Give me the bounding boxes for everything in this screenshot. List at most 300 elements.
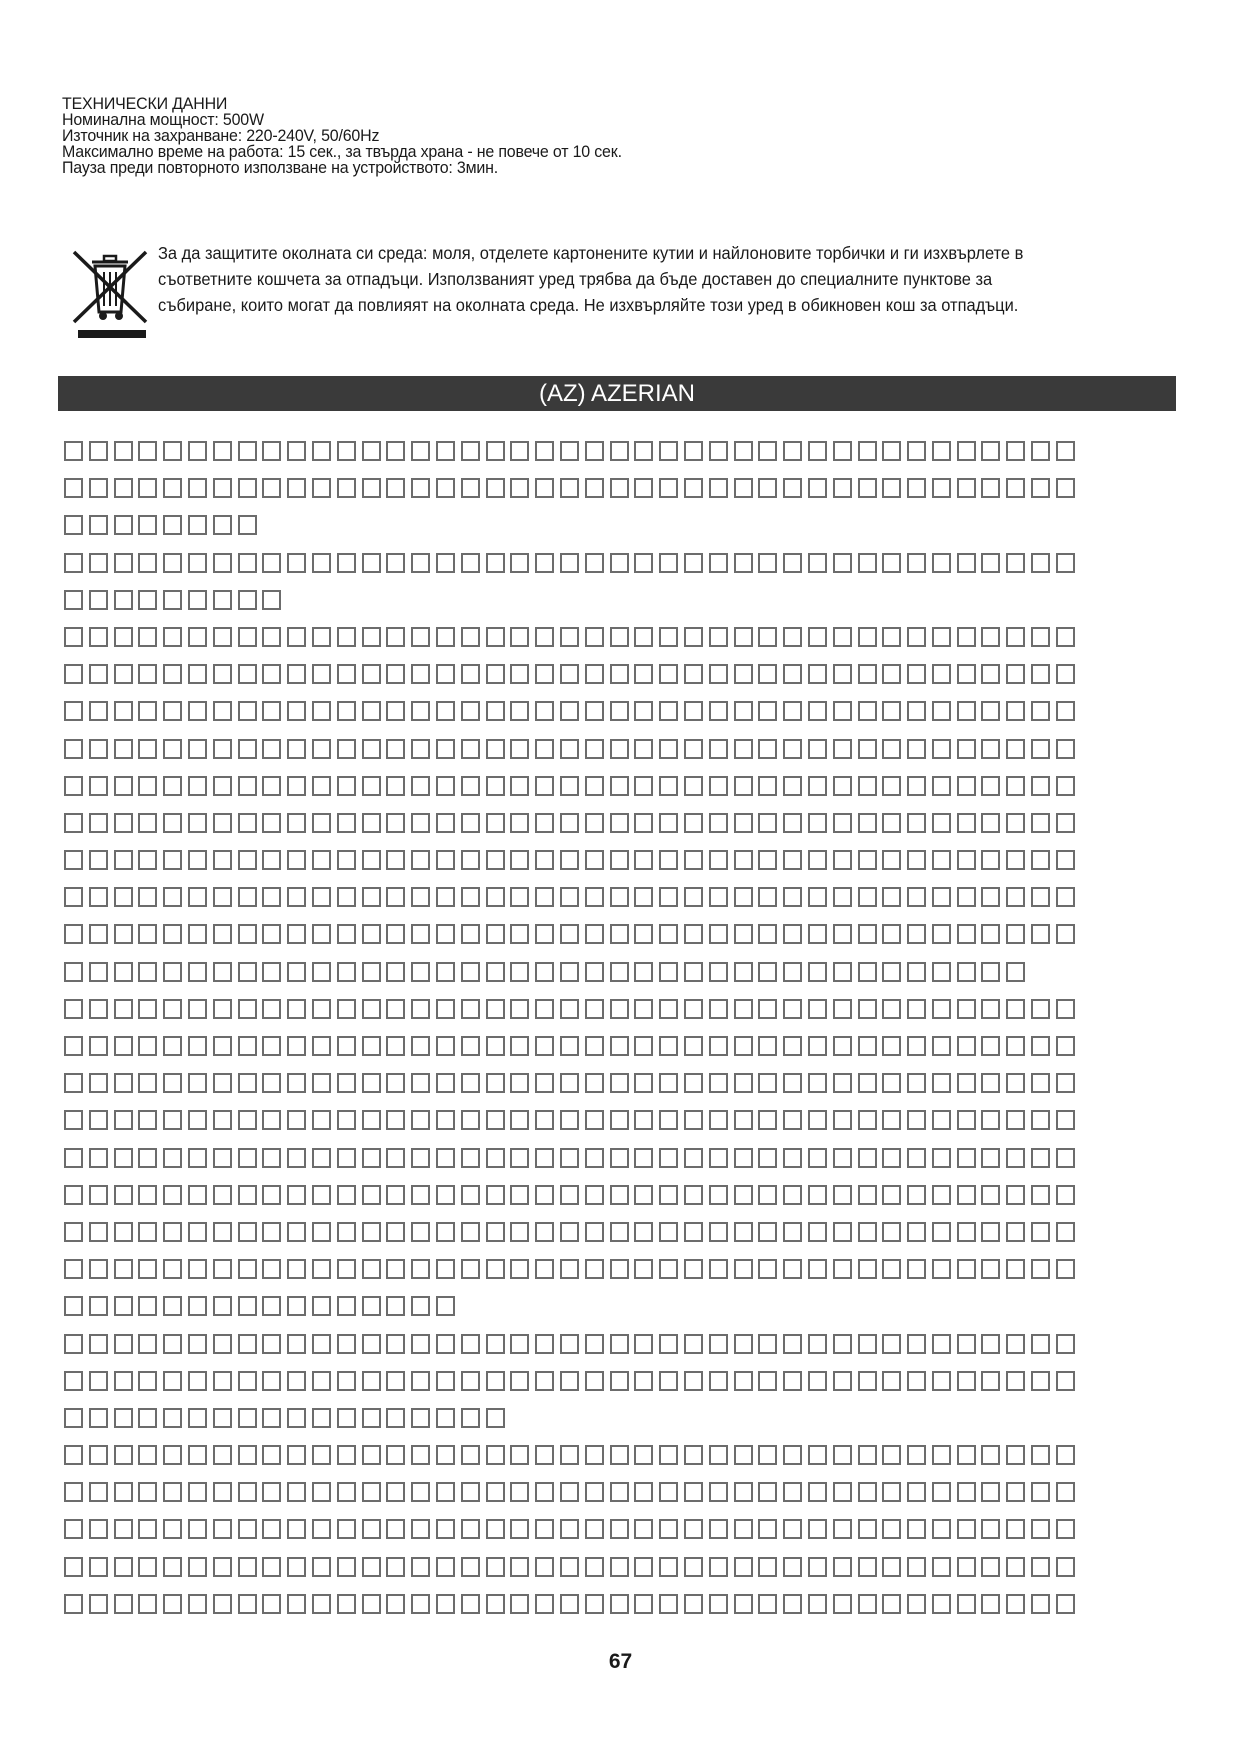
missing-glyph-box [89, 1371, 108, 1391]
missing-glyph-box [411, 1036, 430, 1056]
missing-glyph-box [907, 1519, 926, 1539]
missing-glyph-box [882, 850, 901, 870]
missing-glyph-box [808, 1557, 827, 1577]
missing-glyph-box [560, 478, 579, 498]
missing-glyph-box [1056, 1036, 1075, 1056]
missing-glyph-box [89, 887, 108, 907]
missing-glyph-box [610, 1259, 629, 1279]
missing-glyph-box [89, 1594, 108, 1614]
missing-glyph-box [734, 1073, 753, 1093]
environment-notice [66, 240, 1176, 340]
missing-glyph-box [238, 478, 257, 498]
missing-glyph-box [287, 962, 306, 982]
missing-glyph-box [585, 962, 604, 982]
missing-glyph-box [734, 1371, 753, 1391]
missing-glyph-box [932, 441, 951, 461]
missing-glyph-box [312, 1259, 331, 1279]
missing-glyph-box [362, 664, 381, 684]
missing-glyph-box [808, 1519, 827, 1539]
missing-glyph-box [1006, 1557, 1025, 1577]
missing-glyph-box [262, 1519, 281, 1539]
missing-glyph-box [734, 1445, 753, 1465]
missing-glyph-box [1031, 1594, 1050, 1614]
missing-glyph-box [1031, 1110, 1050, 1130]
missing-glyph-box [833, 441, 852, 461]
missing-glyph-box [238, 1557, 257, 1577]
missing-glyph-box [213, 441, 232, 461]
missing-glyph-box [808, 1259, 827, 1279]
missing-glyph-box [461, 739, 480, 759]
environment-line: съответните кошчета за отпадъци. Използваният уред трябва да бъде доставен до специалните пунктове за [158, 269, 993, 289]
missing-glyph-box [882, 1445, 901, 1465]
missing-glyph-box [312, 1110, 331, 1130]
missing-glyph-box [634, 1148, 653, 1168]
unrendered-text-line [64, 1590, 1194, 1627]
missing-glyph-box [833, 627, 852, 647]
missing-glyph-box [858, 627, 877, 647]
missing-glyph-box [585, 1259, 604, 1279]
missing-glyph-box [858, 1594, 877, 1614]
missing-glyph-box [64, 1073, 83, 1093]
missing-glyph-box [833, 850, 852, 870]
missing-glyph-box [560, 627, 579, 647]
missing-glyph-box [362, 627, 381, 647]
missing-glyph-box [1006, 924, 1025, 944]
missing-glyph-box [709, 999, 728, 1019]
power-supply-line: Източник на захранване: 220-240V, 50/60Hz [62, 126, 380, 145]
missing-glyph-box [138, 553, 157, 573]
missing-glyph-box [262, 1036, 281, 1056]
missing-glyph-box [1031, 739, 1050, 759]
missing-glyph-box [932, 664, 951, 684]
missing-glyph-box [882, 664, 901, 684]
missing-glyph-box [684, 1222, 703, 1242]
missing-glyph-box [907, 887, 926, 907]
missing-glyph-box [163, 664, 182, 684]
missing-glyph-box [386, 1296, 405, 1316]
missing-glyph-box [436, 1334, 455, 1354]
missing-glyph-box [932, 627, 951, 647]
missing-glyph-box [238, 1110, 257, 1130]
missing-glyph-box [1056, 1148, 1075, 1168]
missing-glyph-box [758, 1110, 777, 1130]
missing-glyph-box [262, 1334, 281, 1354]
missing-glyph-box [89, 776, 108, 796]
unrendered-text-line [64, 437, 1194, 474]
missing-glyph-box [411, 664, 430, 684]
missing-glyph-box [386, 887, 405, 907]
missing-glyph-box [114, 1557, 133, 1577]
missing-glyph-box [709, 1036, 728, 1056]
missing-glyph-box [386, 701, 405, 721]
missing-glyph-box [163, 1408, 182, 1428]
missing-glyph-box [981, 1185, 1000, 1205]
missing-glyph-box [610, 850, 629, 870]
missing-glyph-box [436, 701, 455, 721]
missing-glyph-box [758, 553, 777, 573]
missing-glyph-box [64, 1445, 83, 1465]
missing-glyph-box [808, 1185, 827, 1205]
missing-glyph-box [858, 999, 877, 1019]
missing-glyph-box [411, 441, 430, 461]
missing-glyph-box [808, 1110, 827, 1130]
missing-glyph-box [213, 627, 232, 647]
missing-glyph-box [981, 813, 1000, 833]
missing-glyph-box [138, 1408, 157, 1428]
missing-glyph-box [634, 1445, 653, 1465]
missing-glyph-box [957, 962, 976, 982]
missing-glyph-box [783, 701, 802, 721]
missing-glyph-box [138, 1222, 157, 1242]
missing-glyph-box [758, 1519, 777, 1539]
missing-glyph-box [188, 1185, 207, 1205]
missing-glyph-box [734, 1148, 753, 1168]
missing-glyph-box [337, 627, 356, 647]
missing-glyph-box [312, 1073, 331, 1093]
missing-glyph-box [833, 1334, 852, 1354]
missing-glyph-box [262, 739, 281, 759]
missing-glyph-box [486, 1371, 505, 1391]
missing-glyph-box [312, 1445, 331, 1465]
missing-glyph-box [213, 1519, 232, 1539]
missing-glyph-box [436, 924, 455, 944]
missing-glyph-box [833, 999, 852, 1019]
unrendered-text-line [64, 1069, 1194, 1106]
missing-glyph-box [808, 739, 827, 759]
missing-glyph-box [386, 627, 405, 647]
missing-glyph-box [461, 627, 480, 647]
missing-glyph-box [659, 1222, 678, 1242]
missing-glyph-box [287, 924, 306, 944]
missing-glyph-box [833, 701, 852, 721]
missing-glyph-box [114, 1594, 133, 1614]
missing-glyph-box [882, 701, 901, 721]
unrendered-text-line [64, 846, 1194, 883]
missing-glyph-box [138, 1334, 157, 1354]
missing-glyph-box [758, 887, 777, 907]
missing-glyph-box [709, 664, 728, 684]
missing-glyph-box [436, 1594, 455, 1614]
missing-glyph-box [783, 924, 802, 944]
missing-glyph-box [734, 1222, 753, 1242]
missing-glyph-box [610, 701, 629, 721]
missing-glyph-box [634, 1557, 653, 1577]
missing-glyph-box [585, 1334, 604, 1354]
missing-glyph-box [262, 1073, 281, 1093]
unrendered-text-line [64, 735, 1194, 772]
missing-glyph-box [436, 1148, 455, 1168]
missing-glyph-box [659, 999, 678, 1019]
missing-glyph-box [213, 1445, 232, 1465]
missing-glyph-box [114, 999, 133, 1019]
page-number: 67 [608, 1650, 633, 1673]
missing-glyph-box [981, 962, 1000, 982]
missing-glyph-box [510, 776, 529, 796]
missing-glyph-box [461, 664, 480, 684]
missing-glyph-box [213, 553, 232, 573]
missing-glyph-box [1006, 1259, 1025, 1279]
missing-glyph-box [312, 1482, 331, 1502]
missing-glyph-box [907, 1259, 926, 1279]
missing-glyph-box [858, 776, 877, 796]
missing-glyph-box [510, 1334, 529, 1354]
missing-glyph-box [907, 776, 926, 796]
missing-glyph-box [287, 1073, 306, 1093]
missing-glyph-box [262, 1408, 281, 1428]
max-operation-time-line: Максимално време на работа: 15 сек., за твърда храна - не повече от 10 сек. [62, 142, 622, 161]
missing-glyph-box [114, 590, 133, 610]
missing-glyph-box [337, 1185, 356, 1205]
missing-glyph-box [709, 1371, 728, 1391]
missing-glyph-box [386, 553, 405, 573]
missing-glyph-box [486, 1185, 505, 1205]
missing-glyph-box [163, 1148, 182, 1168]
missing-glyph-box [213, 1594, 232, 1614]
missing-glyph-box [932, 887, 951, 907]
missing-glyph-box [684, 850, 703, 870]
missing-glyph-box [560, 1594, 579, 1614]
missing-glyph-box [634, 1073, 653, 1093]
missing-glyph-box [560, 1519, 579, 1539]
missing-glyph-box [337, 1594, 356, 1614]
missing-glyph-box [461, 1408, 480, 1428]
missing-glyph-box [411, 1148, 430, 1168]
missing-glyph-box [957, 1445, 976, 1465]
missing-glyph-box [238, 1594, 257, 1614]
missing-glyph-box [163, 887, 182, 907]
missing-glyph-box [337, 850, 356, 870]
missing-glyph-box [932, 739, 951, 759]
missing-glyph-box [386, 924, 405, 944]
missing-glyph-box [362, 1482, 381, 1502]
missing-glyph-box [362, 776, 381, 796]
missing-glyph-box [386, 1334, 405, 1354]
missing-glyph-box [734, 1036, 753, 1056]
missing-glyph-box [858, 1519, 877, 1539]
missing-glyph-box [114, 515, 133, 535]
missing-glyph-box [64, 441, 83, 461]
missing-glyph-box [932, 1073, 951, 1093]
missing-glyph-box [188, 813, 207, 833]
missing-glyph-box [560, 1259, 579, 1279]
missing-glyph-box [981, 627, 1000, 647]
missing-glyph-box [882, 553, 901, 573]
missing-glyph-box [163, 850, 182, 870]
missing-glyph-box [188, 441, 207, 461]
missing-glyph-box [783, 887, 802, 907]
missing-glyph-box [188, 1296, 207, 1316]
missing-glyph-box [411, 999, 430, 1019]
missing-glyph-box [262, 962, 281, 982]
missing-glyph-box [213, 776, 232, 796]
missing-glyph-box [486, 850, 505, 870]
missing-glyph-box [312, 739, 331, 759]
missing-glyph-box [684, 478, 703, 498]
missing-glyph-box [362, 1557, 381, 1577]
missing-glyph-box [957, 1110, 976, 1130]
missing-glyph-box [659, 887, 678, 907]
unrendered-text-line [64, 809, 1194, 846]
missing-glyph-box [436, 478, 455, 498]
missing-glyph-box [659, 1185, 678, 1205]
missing-glyph-box [486, 1259, 505, 1279]
missing-glyph-box [386, 1073, 405, 1093]
missing-glyph-box [213, 739, 232, 759]
missing-glyph-box [461, 850, 480, 870]
missing-glyph-box [684, 1185, 703, 1205]
missing-glyph-box [337, 887, 356, 907]
missing-glyph-box [337, 1482, 356, 1502]
missing-glyph-box [659, 1259, 678, 1279]
missing-glyph-box [560, 664, 579, 684]
missing-glyph-box [1056, 627, 1075, 647]
missing-glyph-box [114, 776, 133, 796]
missing-glyph-box [114, 739, 133, 759]
missing-glyph-box [981, 701, 1000, 721]
missing-glyph-box [411, 1185, 430, 1205]
missing-glyph-box [535, 627, 554, 647]
missing-glyph-box [287, 701, 306, 721]
missing-glyph-box [758, 701, 777, 721]
missing-glyph-box [188, 1445, 207, 1465]
missing-glyph-box [734, 664, 753, 684]
missing-glyph-box [262, 1296, 281, 1316]
missing-glyph-box [486, 962, 505, 982]
missing-glyph-box [436, 1110, 455, 1130]
missing-glyph-box [138, 1594, 157, 1614]
missing-glyph-box [610, 887, 629, 907]
missing-glyph-box [138, 1557, 157, 1577]
missing-glyph-box [907, 1557, 926, 1577]
missing-glyph-box [981, 1557, 1000, 1577]
missing-glyph-box [64, 1557, 83, 1577]
missing-glyph-box [262, 701, 281, 721]
environment-text [158, 240, 1178, 318]
missing-glyph-box [1056, 1557, 1075, 1577]
missing-glyph-box [188, 1222, 207, 1242]
missing-glyph-box [362, 1519, 381, 1539]
missing-glyph-box [436, 962, 455, 982]
missing-glyph-box [337, 1445, 356, 1465]
missing-glyph-box [411, 1334, 430, 1354]
missing-glyph-box [436, 1482, 455, 1502]
missing-glyph-box [659, 1334, 678, 1354]
missing-glyph-box [709, 553, 728, 573]
missing-glyph-box [932, 999, 951, 1019]
missing-glyph-box [1031, 1036, 1050, 1056]
missing-glyph-box [510, 1222, 529, 1242]
missing-glyph-box [659, 441, 678, 461]
missing-glyph-box [610, 1222, 629, 1242]
missing-glyph-box [1031, 850, 1050, 870]
missing-glyph-box [684, 1594, 703, 1614]
missing-glyph-box [64, 962, 83, 982]
missing-glyph-box [114, 1296, 133, 1316]
missing-glyph-box [287, 776, 306, 796]
missing-glyph-box [560, 1445, 579, 1465]
unrendered-text-line [64, 1441, 1194, 1478]
missing-glyph-box [64, 1371, 83, 1391]
missing-glyph-box [64, 850, 83, 870]
missing-glyph-box [1031, 1148, 1050, 1168]
missing-glyph-box [659, 701, 678, 721]
missing-glyph-box [758, 1148, 777, 1168]
missing-glyph-box [858, 1371, 877, 1391]
missing-glyph-box [337, 1296, 356, 1316]
missing-glyph-box [858, 850, 877, 870]
missing-glyph-box [312, 924, 331, 944]
missing-glyph-box [386, 776, 405, 796]
missing-glyph-box [659, 1519, 678, 1539]
missing-glyph-box [386, 739, 405, 759]
missing-glyph-box [833, 739, 852, 759]
missing-glyph-box [163, 1445, 182, 1465]
missing-glyph-box [89, 664, 108, 684]
missing-glyph-box [510, 924, 529, 944]
missing-glyph-box [560, 1557, 579, 1577]
missing-glyph-box [436, 739, 455, 759]
missing-glyph-box [386, 1222, 405, 1242]
missing-glyph-box [362, 887, 381, 907]
missing-glyph-box [1056, 1445, 1075, 1465]
missing-glyph-box [882, 1148, 901, 1168]
missing-glyph-box [89, 1259, 108, 1279]
missing-glyph-box [932, 1110, 951, 1130]
missing-glyph-box [858, 887, 877, 907]
missing-glyph-box [64, 739, 83, 759]
missing-glyph-box [287, 999, 306, 1019]
missing-glyph-box [709, 478, 728, 498]
missing-glyph-box [262, 813, 281, 833]
missing-glyph-box [138, 999, 157, 1019]
missing-glyph-box [981, 776, 1000, 796]
missing-glyph-box [362, 478, 381, 498]
technical-data-title: ТЕХНИЧЕСКИ ДАННИ [62, 94, 228, 113]
missing-glyph-box [858, 701, 877, 721]
missing-glyph-box [560, 1482, 579, 1502]
missing-glyph-box [213, 1334, 232, 1354]
missing-glyph-box [808, 1148, 827, 1168]
missing-glyph-box [560, 1222, 579, 1242]
missing-glyph-box [882, 1594, 901, 1614]
missing-glyph-box [808, 1036, 827, 1056]
missing-glyph-box [907, 1222, 926, 1242]
missing-glyph-box [312, 1519, 331, 1539]
missing-glyph-box [64, 1259, 83, 1279]
missing-glyph-box [114, 850, 133, 870]
missing-glyph-box [907, 1148, 926, 1168]
missing-glyph-box [486, 1519, 505, 1539]
missing-glyph-box [510, 1073, 529, 1093]
missing-glyph-box [89, 515, 108, 535]
missing-glyph-box [734, 1519, 753, 1539]
missing-glyph-box [386, 1482, 405, 1502]
missing-glyph-box [981, 1334, 1000, 1354]
missing-glyph-box [312, 1148, 331, 1168]
missing-glyph-box [659, 1445, 678, 1465]
unrendered-text-line [64, 1478, 1194, 1515]
missing-glyph-box [188, 553, 207, 573]
missing-glyph-box [882, 1482, 901, 1502]
missing-glyph-box [684, 1073, 703, 1093]
missing-glyph-box [734, 478, 753, 498]
missing-glyph-box [684, 1519, 703, 1539]
unrendered-text-line [64, 1032, 1194, 1069]
missing-glyph-box [585, 1185, 604, 1205]
missing-glyph-box [709, 1594, 728, 1614]
unrendered-text-line [64, 920, 1194, 957]
missing-glyph-box [709, 1148, 728, 1168]
